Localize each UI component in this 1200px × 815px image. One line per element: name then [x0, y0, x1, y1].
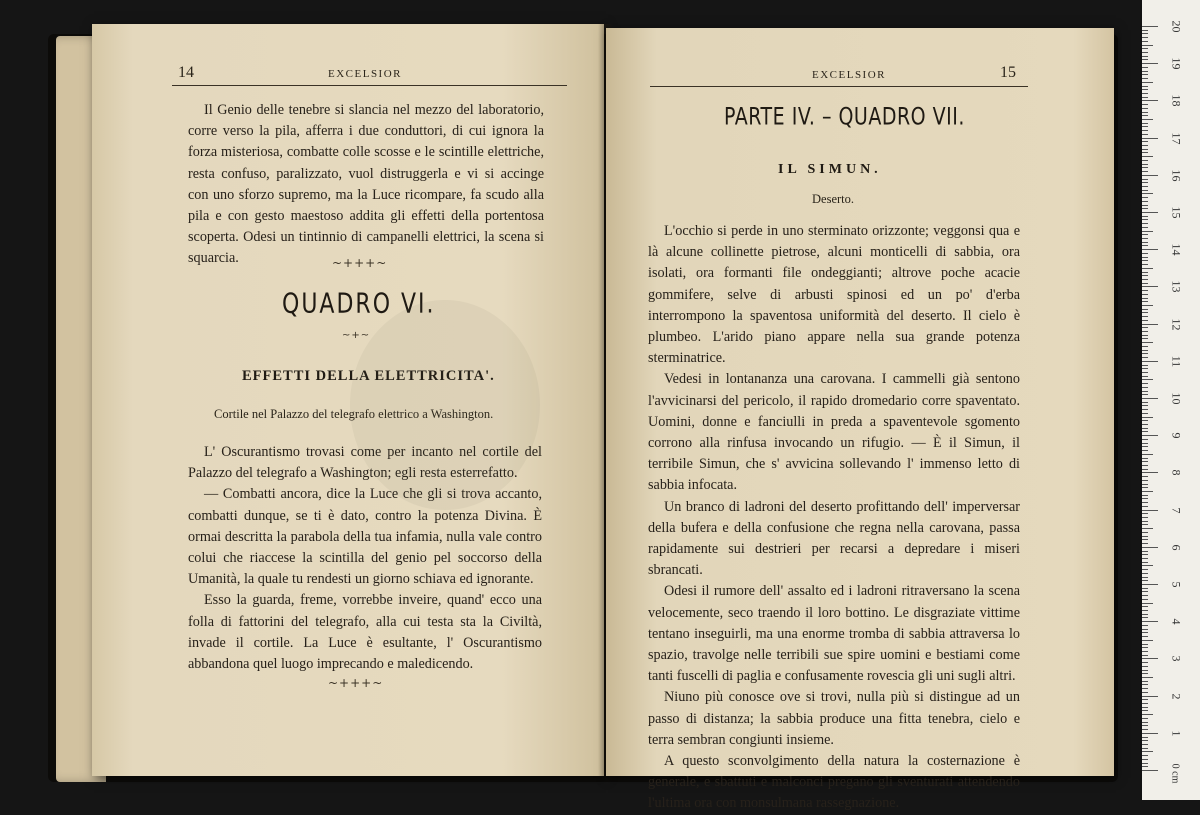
ruler-tick	[1142, 524, 1148, 525]
ruler-tick	[1142, 197, 1148, 198]
ruler-tick	[1142, 134, 1148, 135]
ruler-tick	[1142, 30, 1148, 31]
ruler-tick	[1142, 149, 1148, 150]
ruler-tick	[1142, 428, 1148, 429]
ruler-tick	[1142, 45, 1153, 46]
ruler-tick	[1142, 123, 1148, 124]
ruler-tick	[1142, 242, 1148, 243]
running-head-right: EXCELSIOR	[812, 69, 886, 81]
ruler-tick	[1142, 342, 1153, 343]
ruler-tick	[1142, 710, 1148, 711]
ruler-tick	[1142, 275, 1148, 276]
ruler-tick	[1142, 658, 1158, 659]
ruler-tick	[1142, 625, 1148, 626]
ruler-tick	[1142, 365, 1148, 366]
ruler-tick	[1142, 357, 1148, 358]
ruler-tick	[1142, 573, 1148, 574]
ruler-tick	[1142, 286, 1158, 287]
ruler-tick	[1142, 666, 1148, 667]
ruler-tick	[1142, 461, 1148, 462]
ruler-tick	[1142, 402, 1148, 403]
ruler-tick	[1142, 48, 1148, 49]
ruler-tick	[1142, 234, 1148, 235]
ruler-tick	[1142, 536, 1148, 537]
ruler-tick	[1142, 733, 1158, 734]
ruler-tick	[1142, 670, 1148, 671]
ruler-tick	[1142, 208, 1148, 209]
ruler-tick	[1142, 67, 1148, 68]
ruler-tick	[1142, 156, 1153, 157]
ruler-tick	[1142, 171, 1148, 172]
ruler-tick	[1142, 629, 1148, 630]
ruler-tick	[1142, 361, 1158, 362]
body-text-right	[648, 221, 1020, 815]
ruler-tick	[1142, 126, 1148, 127]
intro-paragraph: Il Genio delle tenebre si slancia nel mezzo del laboratorio, corre verso la pila, afferra i due conduttori, di cui ignora la forza misteriosa, combatte colle scosse e le scintille elettriche, resta confuso, paralizzato, vuol distruggerla e vi si accinge con uno sforzo supremo, ma la Luce ricompare, fa scudo alla pila e con gesto maestoso addita gli effetti della portentosa scoperta. Odesi un tintinnio di campanelli elettrici, la scena si squarcia.	[188, 102, 544, 267]
ruler-tick	[1142, 320, 1148, 321]
ruler-tick	[1142, 223, 1148, 224]
parte-heading: PARTE IV. – QUADRO VII.	[724, 103, 965, 131]
ruler-tick	[1142, 63, 1158, 64]
ruler-tick	[1142, 487, 1148, 488]
ruler-tick	[1142, 603, 1153, 604]
ruler-tick	[1142, 59, 1148, 60]
ruler-tick	[1142, 298, 1148, 299]
ruler-tick	[1142, 350, 1148, 351]
ruler-tick	[1142, 138, 1158, 139]
ruler-number: 10	[1169, 392, 1184, 405]
ruler-tick	[1142, 312, 1148, 313]
ruler-tick	[1142, 272, 1148, 273]
ruler-tick	[1142, 450, 1148, 451]
paragraph: L' Oscurantismo trovasi come per incanto nel cortile del Palazzo del telegrafo a Washington; egli resta esterrefatto.	[188, 444, 542, 482]
ruler-tick	[1142, 201, 1148, 202]
ruler-tick	[1142, 290, 1148, 291]
right-page	[606, 28, 1114, 812]
ruler-tick	[1142, 219, 1148, 220]
ruler-tick	[1142, 331, 1148, 332]
ruler-tick	[1142, 145, 1148, 146]
ruler-tick	[1142, 495, 1148, 496]
end-ornament: ~+++~	[328, 676, 384, 690]
ruler-number: 14	[1169, 243, 1184, 256]
ruler-tick	[1142, 755, 1148, 756]
ruler-tick	[1142, 681, 1148, 682]
ruler-tick	[1142, 112, 1148, 113]
ruler-tick	[1142, 506, 1148, 507]
ruler-tick	[1142, 391, 1148, 392]
header-rule-left	[172, 85, 567, 86]
ruler-tick	[1142, 577, 1148, 578]
ruler-tick	[1142, 108, 1148, 109]
ruler-tick	[1142, 405, 1148, 406]
ruler-tick	[1142, 387, 1148, 388]
section-subheading-right: IL SIMUN.	[778, 162, 882, 177]
section-ornament: ~+++~	[332, 256, 388, 270]
ruler-tick	[1142, 26, 1158, 27]
ruler-tick	[1142, 253, 1148, 254]
ruler-tick	[1142, 78, 1148, 79]
ruler-number: 17	[1169, 132, 1184, 145]
paragraph: Niuno più conosce ove si trovi, nulla più si distingue ad un passo di distanza; la sabbia produce una fitta tenebra, cielo e terra sembran congiunti insieme.	[648, 689, 1020, 748]
ruler-tick	[1142, 562, 1148, 563]
ruler-tick	[1142, 152, 1148, 153]
ruler-tick	[1142, 595, 1148, 596]
ruler-tick	[1142, 238, 1148, 239]
ruler-tick	[1142, 565, 1153, 566]
ruler-tick	[1142, 186, 1148, 187]
ruler-tick	[1142, 346, 1148, 347]
ruler-tick	[1142, 498, 1148, 499]
ruler-tick	[1142, 725, 1148, 726]
ruler-tick	[1142, 130, 1148, 131]
ruler-tick	[1142, 617, 1148, 618]
ruler-tick	[1142, 37, 1148, 38]
ruler-tick	[1142, 324, 1158, 325]
ruler-tick	[1142, 770, 1158, 771]
ruler-tick	[1142, 580, 1148, 581]
ruler-tick	[1142, 744, 1148, 745]
page-number-left: 14	[178, 64, 194, 81]
ruler-tick	[1142, 647, 1148, 648]
ruler-tick	[1142, 93, 1148, 94]
intro-text	[188, 100, 544, 270]
ruler-number: 18	[1169, 94, 1184, 107]
ruler-tick	[1142, 465, 1148, 466]
ruler-tick	[1142, 249, 1158, 250]
ruler-tick	[1142, 763, 1148, 764]
ruler-tick	[1142, 409, 1148, 410]
ruler-tick	[1142, 86, 1148, 87]
ruler-tick	[1142, 632, 1148, 633]
ruler-tick	[1142, 521, 1148, 522]
ruler-tick	[1142, 417, 1153, 418]
ruler-tick	[1142, 431, 1148, 432]
ruler-tick	[1142, 179, 1148, 180]
ruler-tick	[1142, 56, 1148, 57]
ruler-tick	[1142, 599, 1148, 600]
ruler-tick	[1142, 205, 1148, 206]
ruler-tick	[1142, 662, 1148, 663]
ruler-number: 6	[1169, 544, 1184, 551]
ruler-tick	[1142, 703, 1148, 704]
ruler-number: 1	[1169, 730, 1184, 737]
ruler-number: 2	[1169, 693, 1184, 700]
paragraph: Un branco di ladroni del deserto profittando dell' imperversar della bufera e della confusione che regna nella carovana, passa rapidamente sui destrieri per recarsi a depredare i miseri sbrancati.	[648, 498, 1020, 579]
ruler-number: 12	[1169, 318, 1184, 331]
ruler-tick	[1142, 383, 1148, 384]
ruler-tick	[1142, 294, 1148, 295]
ruler-tick	[1142, 260, 1148, 261]
ruler-tick	[1142, 528, 1153, 529]
heading-ornament: ~+~	[342, 330, 371, 341]
ruler-tick	[1142, 394, 1148, 395]
ruler-number: 15	[1169, 206, 1184, 219]
ruler-tick	[1142, 569, 1148, 570]
ruler-tick	[1142, 584, 1158, 585]
ruler-tick	[1142, 737, 1148, 738]
ruler-tick	[1142, 74, 1148, 75]
ruler-tick	[1142, 696, 1158, 697]
ruler-tick	[1142, 182, 1148, 183]
ruler-tick	[1142, 33, 1148, 34]
ruler-tick	[1142, 558, 1148, 559]
ruler-tick	[1142, 335, 1148, 336]
ruler-tick	[1142, 469, 1148, 470]
paragraph: A questo sconvolgimento della natura la costernazione è generale, e sbattuti e malconci pregano gli sventurati attendendo l'ultima ora con monsulmana rassegnazione.	[648, 753, 1020, 812]
ruler-tick	[1142, 759, 1148, 760]
ruler-tick	[1142, 190, 1148, 191]
ruler-tick	[1142, 692, 1148, 693]
ruler-tick	[1142, 547, 1158, 548]
ruler-tick	[1142, 729, 1148, 730]
ruler-tick	[1142, 71, 1148, 72]
ruler-tick	[1142, 379, 1153, 380]
ruler-tick	[1142, 167, 1148, 168]
ruler-tick	[1142, 677, 1153, 678]
ruler-tick	[1142, 264, 1148, 265]
ruler-tick	[1142, 141, 1148, 142]
ruler-number: 3	[1169, 655, 1184, 662]
ruler-number: 9	[1169, 432, 1184, 439]
ruler-tick	[1142, 420, 1148, 421]
ruler-tick	[1142, 472, 1158, 473]
ruler-tick	[1142, 722, 1148, 723]
ruler-tick	[1142, 160, 1148, 161]
ruler-tick	[1142, 424, 1148, 425]
ruler-tick	[1142, 212, 1158, 213]
ruler-tick	[1142, 688, 1148, 689]
ruler-tick	[1142, 510, 1158, 511]
ruler-tick	[1142, 644, 1148, 645]
ruler-tick	[1142, 673, 1148, 674]
ruler-tick	[1142, 751, 1153, 752]
ruler-tick	[1142, 372, 1148, 373]
ruler-unit-label: 0 cm	[1169, 763, 1181, 784]
scene-setting-right: Deserto.	[812, 192, 854, 206]
ruler-tick	[1142, 353, 1148, 354]
section-subheading: EFFETTI DELLA ELETTRICITA'.	[242, 368, 495, 384]
ruler-tick	[1142, 640, 1153, 641]
ruler-tick	[1142, 245, 1148, 246]
ruler-tick	[1142, 539, 1148, 540]
ruler-tick	[1142, 89, 1148, 90]
ruler-tick	[1142, 443, 1148, 444]
ruler-tick	[1142, 216, 1148, 217]
ruler-tick	[1142, 543, 1148, 544]
ruler-tick	[1142, 227, 1148, 228]
ruler-tick	[1142, 707, 1148, 708]
ruler-tick	[1142, 476, 1148, 477]
ruler-tick	[1142, 554, 1148, 555]
ruler-number: 8	[1169, 469, 1184, 476]
ruler-tick	[1142, 551, 1148, 552]
paragraph: Odesi il rumore dell' assalto ed i ladroni ritraversano la scena velocemente, seco traendo il loro bottino. Le disgraziate vittime tentano inseguirli, ma una enorme tromba di sabbia attraversa lo spazio, travolge nelle terribili sue spire uomini e bestiami come tanti fuscelli di paglia e confusamente rovescia gli uni sugli altri.	[648, 583, 1020, 685]
ruler-number: 20	[1169, 20, 1184, 33]
ruler-tick	[1142, 368, 1148, 369]
ruler-tick	[1142, 301, 1148, 302]
ruler-tick	[1142, 41, 1148, 42]
ruler-tick	[1142, 97, 1148, 98]
ruler-tick	[1142, 305, 1153, 306]
ruler-tick	[1142, 591, 1148, 592]
ruler-tick	[1142, 714, 1153, 715]
ruler-tick	[1142, 413, 1148, 414]
ruler-number: 5	[1169, 581, 1184, 588]
ruler-tick	[1142, 517, 1148, 518]
ruler-tick	[1142, 175, 1158, 176]
ruler-number: 11	[1169, 355, 1184, 368]
ruler-number: 16	[1169, 169, 1184, 182]
ruler-tick	[1142, 684, 1148, 685]
header-rule-right	[650, 86, 1028, 87]
ruler-tick	[1142, 309, 1148, 310]
ruler-tick	[1142, 532, 1148, 533]
ruler-tick	[1142, 766, 1148, 767]
ruler-tick	[1142, 100, 1158, 101]
ruler-tick	[1142, 435, 1158, 436]
ruler-tick	[1142, 446, 1148, 447]
quadro-heading: QUADRO VI.	[282, 288, 436, 321]
ruler-tick	[1142, 104, 1148, 105]
paragraph: Esso la guarda, freme, vorrebbe inveire, quand' ecco una folla di fattorini del telegrafo, alla cui testa sta la Civiltà, invade il cortile. La Luce è esultante, l' Oscurantismo abbandona quel luogo imprecando e maledicendo.	[188, 592, 542, 673]
ruler-tick	[1142, 458, 1148, 459]
ruler-tick	[1142, 439, 1148, 440]
ruler-number: 4	[1169, 618, 1184, 625]
running-head-left: EXCELSIOR	[328, 68, 402, 80]
ruler-tick	[1142, 655, 1148, 656]
ruler-tick	[1142, 513, 1148, 514]
ruler-tick	[1142, 376, 1148, 377]
ruler-tick	[1142, 283, 1148, 284]
ruler-tick	[1142, 740, 1148, 741]
ruler-tick	[1142, 193, 1153, 194]
ruler-tick	[1142, 484, 1148, 485]
ruler-tick	[1142, 748, 1148, 749]
ruler-tick	[1142, 491, 1153, 492]
ruler-tick	[1142, 115, 1148, 116]
ruler-tick	[1142, 588, 1148, 589]
library-watermark	[350, 300, 540, 510]
ruler-tick	[1142, 119, 1153, 120]
ruler-tick	[1142, 610, 1148, 611]
ruler-tick	[1142, 502, 1148, 503]
ruler-tick	[1142, 651, 1148, 652]
ruler-tick	[1142, 718, 1148, 719]
ruler-tick	[1142, 454, 1153, 455]
ruler-tick	[1142, 231, 1153, 232]
page-number-right: 15	[1000, 64, 1016, 81]
paragraph: — Combatti ancora, dice la Luce che gli si trova accanto, combatti dunque, se ti è dato, contro la potenza Divina. È ormai descritta la parabola della tua infamia, nulla vale contro colui che riaccese la scintilla del genio pel soccorso della Umanità, la quale tu rendesti un giorno schiava ed ignorante.	[188, 486, 542, 588]
paragraph: L'occhio si perde in uno sterminato orizzonte; veggonsi qua e là alcune collinette pietrose, alcuni monticelli di sabbia, ora isolati, ora formanti file ondeggianti; altrove poche acacie gommifere, selve di arbusti spinosi ed un po' d'erba interrompono la spaventosa uniformità del deserto. Il cielo è plumbeo. L'arido piano appare nella sua grande potenza sterminatrice.	[648, 223, 1020, 367]
ruler-tick	[1142, 82, 1153, 83]
ruler-tick	[1142, 606, 1148, 607]
ruler-tick	[1142, 52, 1148, 53]
ruler-tick	[1142, 327, 1148, 328]
measurement-ruler	[1140, 0, 1200, 800]
ruler-number: 19	[1169, 57, 1184, 70]
ruler-number: 13	[1169, 280, 1184, 293]
ruler-tick	[1142, 257, 1148, 258]
ruler-tick	[1142, 279, 1148, 280]
ruler-tick	[1142, 398, 1158, 399]
ruler-tick	[1142, 480, 1148, 481]
ruler-tick	[1142, 636, 1148, 637]
paragraph: Vedesi in lontananza una carovana. I cammelli già sentono l'avvicinarsi del pericolo, il rapido dromedario corre spaventato. Uomini, donne e fanciulli in preda a spaventevole sgomento corrono alla rinfusa invocando un rifugio. — È il Simun, il terribile Simun, che s' avvicina sollevando l' immenso letto di sabbia infocata.	[648, 371, 1020, 494]
ruler-tick	[1142, 316, 1148, 317]
ruler-tick	[1142, 614, 1148, 615]
ruler-tick	[1142, 338, 1148, 339]
ruler-tick	[1142, 268, 1153, 269]
ruler-tick	[1142, 621, 1158, 622]
scene-setting: Cortile nel Palazzo del telegrafo elettrico a Washington.	[214, 407, 494, 421]
ruler-tick	[1142, 699, 1148, 700]
ruler-number: 7	[1169, 507, 1184, 514]
ruler-tick	[1142, 164, 1148, 165]
